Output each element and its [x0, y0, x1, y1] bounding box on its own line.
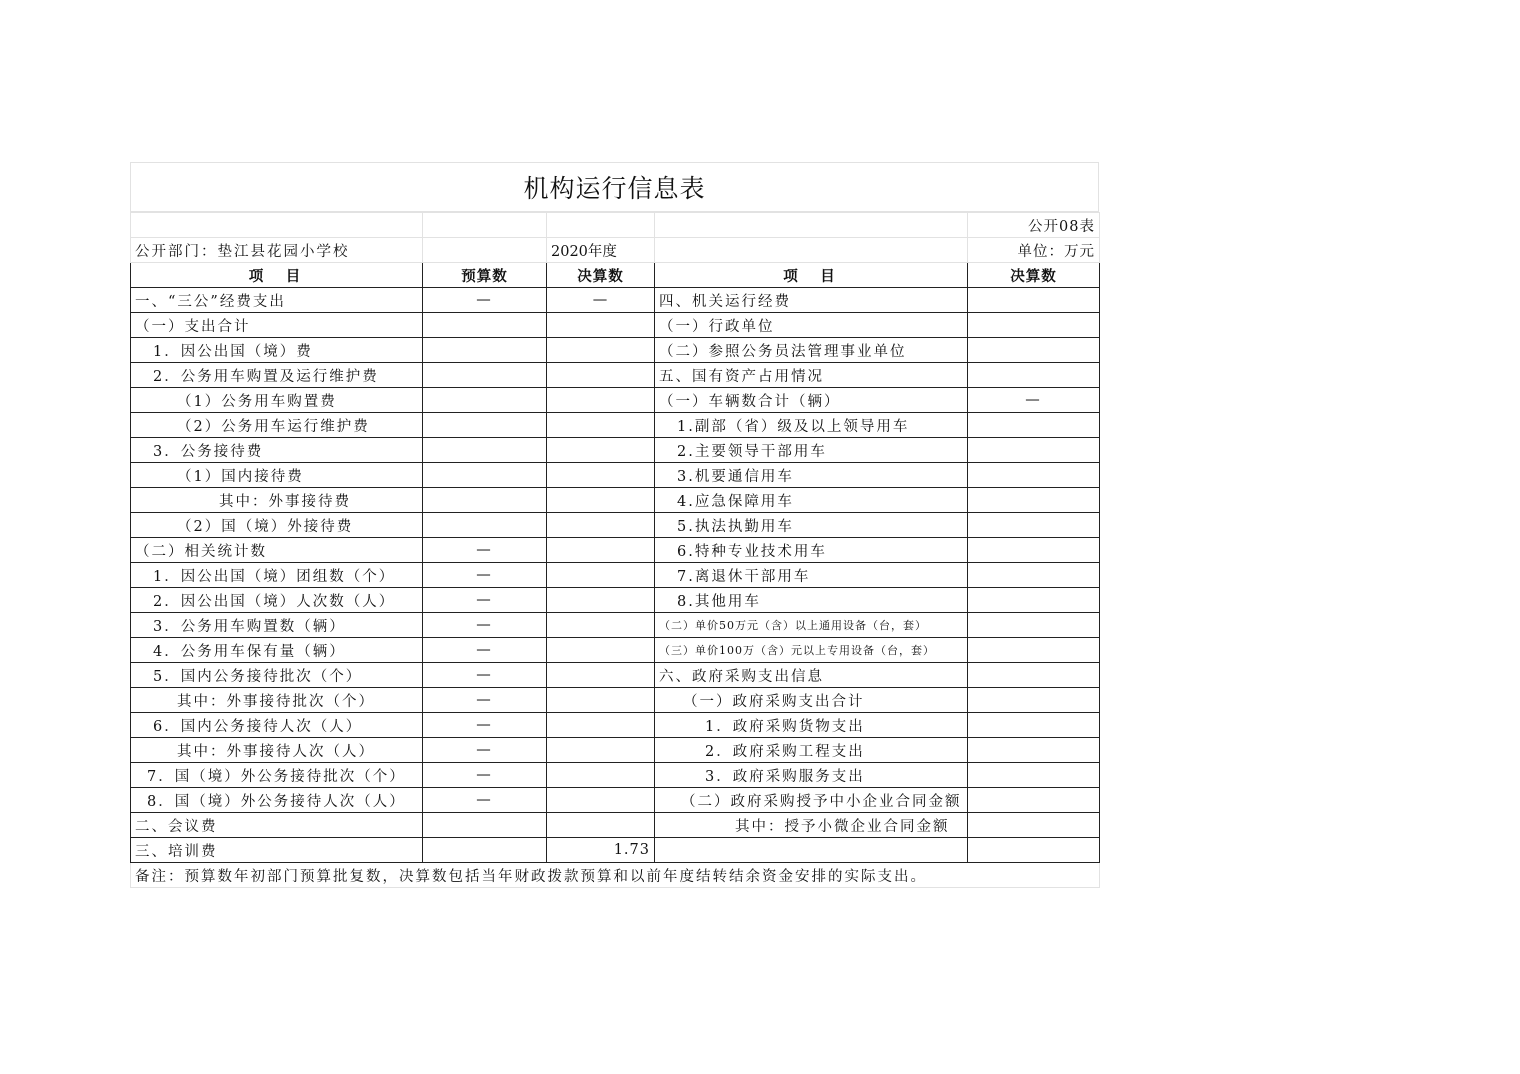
row-actual-left	[547, 363, 655, 388]
row-item-left: 4．公务用车保有量（辆）	[131, 638, 423, 663]
header-item-left: 项 目	[131, 263, 423, 288]
row-item-right: 其中：授予小微企业合同金额	[655, 813, 968, 838]
row-actual-left	[547, 813, 655, 838]
table-row	[131, 588, 1100, 613]
row-item-right: 4.应急保障用车	[655, 488, 968, 513]
row-budget	[423, 388, 547, 413]
report-title: 机构运行信息表	[523, 174, 706, 203]
table-row	[131, 563, 1100, 588]
row-item-right: （二）单价50万元（含）以上通用设备（台，套）	[655, 613, 968, 638]
row-actual-left	[547, 563, 655, 588]
info-table	[130, 212, 1100, 888]
row-budget: —	[423, 738, 547, 763]
header-budget: 预算数	[423, 263, 547, 288]
table-row	[131, 613, 1100, 638]
row-budget: —	[423, 288, 547, 313]
row-item-right: 五、国有资产占用情况	[655, 363, 968, 388]
row-actual-left	[547, 763, 655, 788]
row-actual-right: —	[968, 388, 1100, 413]
row-actual-right	[968, 588, 1100, 613]
row-actual-right	[968, 463, 1100, 488]
header-row	[131, 263, 1100, 288]
row-budget: —	[423, 763, 547, 788]
row-actual-left	[547, 788, 655, 813]
row-budget: —	[423, 663, 547, 688]
row-item-left: 1．因公出国（境）团组数（个）	[131, 563, 423, 588]
row-budget	[423, 838, 547, 863]
row-actual-left	[547, 538, 655, 563]
row-item-left: （1）公务用车购置费	[131, 388, 423, 413]
row-budget	[423, 313, 547, 338]
row-item-left: 6．国内公务接待人次（人）	[131, 713, 423, 738]
row-item-right: 2．政府采购工程支出	[655, 738, 968, 763]
row-budget	[423, 513, 547, 538]
row-actual-left	[547, 388, 655, 413]
row-budget	[423, 813, 547, 838]
table-row	[131, 788, 1100, 813]
row-actual-left	[547, 638, 655, 663]
row-item-right: 5.执法执勤用车	[655, 513, 968, 538]
row-budget: —	[423, 713, 547, 738]
row-budget	[423, 338, 547, 363]
row-budget	[423, 463, 547, 488]
row-actual-left	[547, 438, 655, 463]
row-actual-left	[547, 663, 655, 688]
row-actual-right	[968, 713, 1100, 738]
title-row	[130, 162, 1099, 212]
row-budget: —	[423, 638, 547, 663]
row-item-left: 7．国（境）外公务接待批次（个）	[131, 763, 423, 788]
note-row	[131, 863, 1100, 888]
row-item-left: 5．国内公务接待批次（个）	[131, 663, 423, 688]
row-item-left: （1）国内接待费	[131, 463, 423, 488]
table-row	[131, 638, 1100, 663]
row-budget	[423, 438, 547, 463]
row-actual-right	[968, 288, 1100, 313]
row-actual-right	[968, 813, 1100, 838]
row-actual-left	[547, 513, 655, 538]
table-row	[131, 488, 1100, 513]
row-actual-left	[547, 713, 655, 738]
table-row	[131, 688, 1100, 713]
row-budget: —	[423, 538, 547, 563]
row-item-right: 7.离退休干部用车	[655, 563, 968, 588]
row-item-left: （2）国（境）外接待费	[131, 513, 423, 538]
row-item-left: 一、“三公”经费支出	[131, 288, 423, 313]
meta-row	[131, 238, 1100, 263]
row-item-right: 四、机关运行经费	[655, 288, 968, 313]
footnote: 备注：预算数年初部门预算批复数，决算数包括当年财政拨款预算和以前年度结转结余资金安排的实际支出。	[131, 863, 1100, 888]
row-actual-right	[968, 788, 1100, 813]
row-item-right: （二）政府采购授予中小企业合同金额	[655, 788, 968, 813]
table-row	[131, 388, 1100, 413]
header-actual-left: 决算数	[547, 263, 655, 288]
row-item-left: （二）相关统计数	[131, 538, 423, 563]
row-item-right: 1．政府采购货物支出	[655, 713, 968, 738]
row-actual-left	[547, 463, 655, 488]
row-budget	[423, 413, 547, 438]
table-row	[131, 363, 1100, 388]
row-item-left: （一）支出合计	[131, 313, 423, 338]
row-item-right: （一）行政单位	[655, 313, 968, 338]
row-item-right: 2.主要领导干部用车	[655, 438, 968, 463]
row-actual-right	[968, 413, 1100, 438]
row-item-right: 3．政府采购服务支出	[655, 763, 968, 788]
row-budget: —	[423, 688, 547, 713]
row-budget: —	[423, 563, 547, 588]
row-actual-right	[968, 738, 1100, 763]
row-actual-right	[968, 338, 1100, 363]
row-actual-right	[968, 488, 1100, 513]
row-actual-right	[968, 613, 1100, 638]
table-row	[131, 313, 1100, 338]
row-actual-left	[547, 313, 655, 338]
row-actual-left	[547, 488, 655, 513]
row-actual-right	[968, 688, 1100, 713]
row-item-right: 8.其他用车	[655, 588, 968, 613]
fiscal-year: 2020年度	[547, 238, 655, 263]
table-row	[131, 713, 1100, 738]
row-actual-right	[968, 538, 1100, 563]
row-actual-right	[968, 513, 1100, 538]
row-item-left: 其中：外事接待批次（个）	[131, 688, 423, 713]
department-label: 公开部门：垫江县花园小学校	[131, 238, 423, 263]
row-item-right: （一）政府采购支出合计	[655, 688, 968, 713]
row-actual-left	[547, 588, 655, 613]
row-actual-left	[547, 738, 655, 763]
row-item-right	[655, 838, 968, 863]
row-item-left: 3．公务用车购置数（辆）	[131, 613, 423, 638]
row-actual-left	[547, 613, 655, 638]
table-row	[131, 763, 1100, 788]
row-item-right: 六、政府采购支出信息	[655, 663, 968, 688]
table-row	[131, 813, 1100, 838]
row-item-left: 二、会议费	[131, 813, 423, 838]
row-actual-right	[968, 638, 1100, 663]
table-row	[131, 663, 1100, 688]
row-item-left: 8．国（境）外公务接待人次（人）	[131, 788, 423, 813]
row-item-left: 其中：外事接待费	[131, 488, 423, 513]
row-item-left: 三、培训费	[131, 838, 423, 863]
row-actual-right	[968, 838, 1100, 863]
table-row	[131, 438, 1100, 463]
table-row	[131, 413, 1100, 438]
row-item-right: 6.特种专业技术用车	[655, 538, 968, 563]
row-actual-left	[547, 413, 655, 438]
table-row	[131, 463, 1100, 488]
row-actual-right	[968, 663, 1100, 688]
row-actual-left	[547, 338, 655, 363]
row-budget	[423, 363, 547, 388]
table-no-row	[131, 213, 1100, 238]
row-item-left: 3．公务接待费	[131, 438, 423, 463]
header-actual-right: 决算数	[968, 263, 1100, 288]
row-actual-left: —	[547, 288, 655, 313]
report-sheet	[130, 162, 1099, 888]
unit-label: 单位：万元	[968, 238, 1100, 263]
table-row	[131, 338, 1100, 363]
table-row	[131, 738, 1100, 763]
row-actual-right	[968, 313, 1100, 338]
row-item-left: 2．因公出国（境）人次数（人）	[131, 588, 423, 613]
header-item-right: 项 目	[655, 263, 968, 288]
row-actual-right	[968, 363, 1100, 388]
row-actual-right	[968, 438, 1100, 463]
row-budget	[423, 488, 547, 513]
table-row	[131, 288, 1100, 313]
row-item-left: 1．因公出国（境）费	[131, 338, 423, 363]
row-actual-left	[547, 688, 655, 713]
row-budget: —	[423, 588, 547, 613]
row-actual-right	[968, 763, 1100, 788]
row-item-left: 其中：外事接待人次（人）	[131, 738, 423, 763]
row-budget: —	[423, 788, 547, 813]
row-item-right: 1.副部（省）级及以上领导用车	[655, 413, 968, 438]
table-row	[131, 538, 1100, 563]
row-item-right: （二）参照公务员法管理事业单位	[655, 338, 968, 363]
table-row	[131, 838, 1100, 863]
table-number: 公开08表	[968, 213, 1100, 238]
row-item-right: 3.机要通信用车	[655, 463, 968, 488]
row-item-left: 2．公务用车购置及运行维护费	[131, 363, 423, 388]
row-actual-right	[968, 563, 1100, 588]
table-row	[131, 513, 1100, 538]
row-item-right: （一）车辆数合计（辆）	[655, 388, 968, 413]
row-item-left: （2）公务用车运行维护费	[131, 413, 423, 438]
row-actual-left: 1.73	[547, 838, 655, 863]
row-item-right: （三）单价100万（含）元以上专用设备（台，套）	[655, 638, 968, 663]
row-budget: —	[423, 613, 547, 638]
